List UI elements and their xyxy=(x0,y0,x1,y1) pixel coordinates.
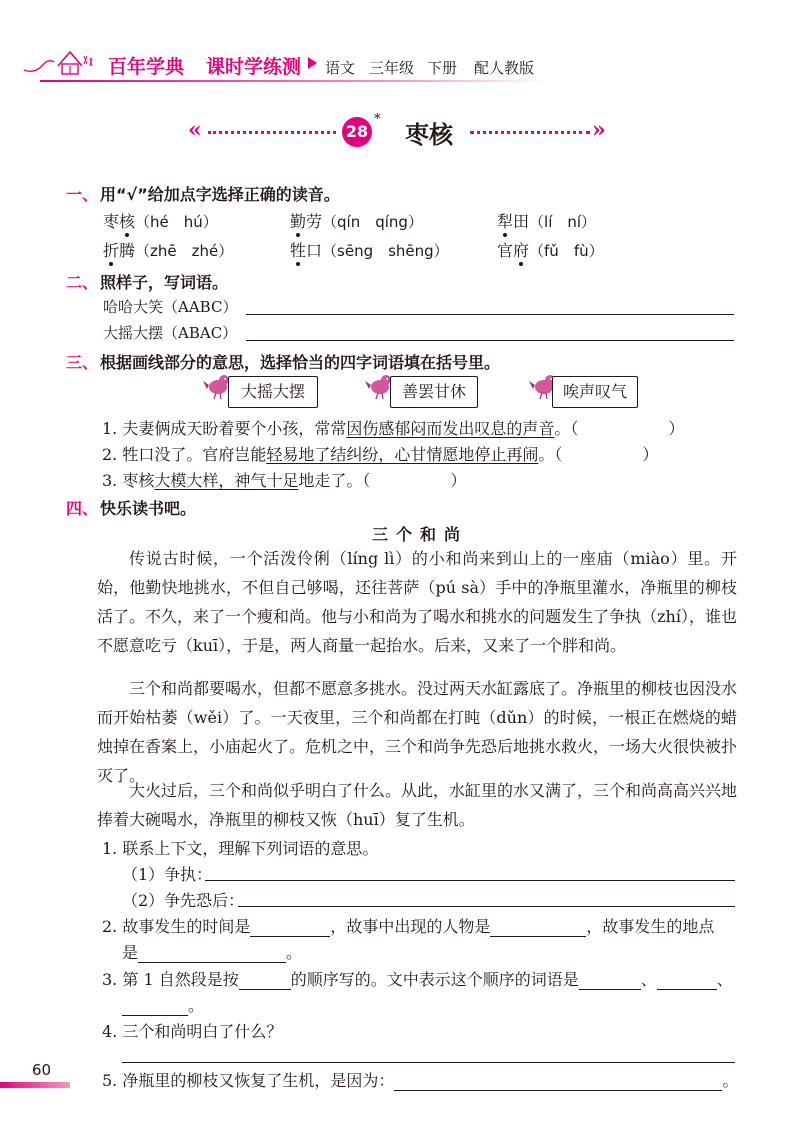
answer-blank[interactable] xyxy=(250,918,330,937)
page-number-bar xyxy=(0,1082,70,1088)
answer-line[interactable] xyxy=(246,340,734,341)
question-text: 。（ xyxy=(538,445,563,464)
pinyin-word: 勤劳 xyxy=(290,212,323,231)
question-4-4: 4. 三个和尚明白了什么？ xyxy=(102,1022,283,1041)
answer-blank[interactable] xyxy=(657,971,717,990)
answer-line[interactable] xyxy=(246,314,734,315)
left-dotted-rule xyxy=(208,131,336,134)
word-choice-box xyxy=(390,376,478,408)
pinyin-item xyxy=(497,238,604,261)
section-3-number: 三、 xyxy=(66,353,99,372)
story-paragraph: 传说古时候，一个活泼伶俐（líng lì）的小和尚来到山上的一座庙（miào）里。开始，他勤快地挑水，不但自己够喝，还往菩萨（pú sà）手中的净瓶里灌水，净瓶里的柳枝活了。不久，来了一个瘦和尚。他与小和尚为了喝水和挑水的问题发生了争执（zhí），谁也不愿意吃亏（kuī），于是，两人商量一起抬水。后来，又来了一个胖和尚。 xyxy=(97,549,737,655)
answer-blank[interactable] xyxy=(122,997,188,1016)
pinyin-options: （zhē zhé） xyxy=(135,242,234,260)
arrow-icon xyxy=(308,57,317,69)
section-4-number: 四、 xyxy=(66,499,99,518)
lesson-title: 枣核 xyxy=(405,121,453,149)
house-logo-icon xyxy=(20,44,100,78)
question-3-3 xyxy=(102,468,466,491)
underlined-phrase: 因伤感郁闷而发出叹息的声音 xyxy=(346,419,555,438)
word-pattern-label: 哈哈大笑（AABC） xyxy=(103,298,238,316)
question-4-1b: （2）争先恐后： xyxy=(122,891,245,910)
word-choice-box xyxy=(552,376,638,408)
section-2-number: 二、 xyxy=(66,273,99,292)
story-title: 三个和尚 xyxy=(372,525,469,544)
question-4-3-cont xyxy=(122,993,204,1016)
word-choice-label: 大摇大摆 xyxy=(240,382,305,401)
question-4-3 xyxy=(102,967,733,990)
pinyin-item xyxy=(103,209,218,232)
series-name: 课时学练测 xyxy=(206,56,302,78)
pinyin-word: 牲口 xyxy=(290,241,323,260)
right-chevron-icon: » xyxy=(592,117,600,143)
question-text: ，故事发生的地点 xyxy=(586,917,715,936)
story-paragraph: 大火过后，三个和尚似乎明白了什么。从此，水缸里的水又满了，三个和尚高高兴兴地捧着大碗喝水，净瓶里的柳枝又恢（huī）复了生机。 xyxy=(97,781,738,829)
pinyin-options: （lí ní） xyxy=(529,213,597,231)
answer-blank[interactable] xyxy=(239,971,291,990)
lesson-number-badge xyxy=(342,117,372,147)
pinyin-options: （sēng shēng） xyxy=(322,242,449,260)
question-text: 。（ xyxy=(554,419,579,438)
close-paren: ） xyxy=(642,445,659,464)
close-paren: ） xyxy=(668,419,685,438)
word-choice-label: 唉声叹气 xyxy=(562,382,627,401)
answer-blank[interactable] xyxy=(394,1072,722,1091)
edition-label: 配人教版 xyxy=(474,59,535,77)
section-4-title: 快乐读书吧。 xyxy=(100,499,197,518)
question-3-1 xyxy=(102,416,684,439)
question-text: 的顺序写的。文中表示这个顺序的词语是 xyxy=(290,970,579,989)
section-3-title: 根据画线部分的意思，选择恰当的四字词语填在括号里。 xyxy=(100,353,501,372)
section-1-title: 用“√”给加点字选择正确的读音。 xyxy=(100,185,340,204)
question-4-2 xyxy=(102,914,714,937)
grade-label: 三年级 xyxy=(369,59,415,77)
right-dotted-rule xyxy=(470,131,590,134)
question-text: 3. 第 1 自然段是按 xyxy=(102,970,239,989)
close-paren: ） xyxy=(450,471,467,490)
pinyin-word: 官府 xyxy=(497,241,530,260)
question-text: 地走了。（ xyxy=(298,471,371,490)
pinyin-item xyxy=(497,209,596,232)
section-1-number: 一、 xyxy=(66,185,99,204)
pinyin-options: （fǔ fù） xyxy=(529,242,604,260)
underlined-phrase: 大模大样，神气十足 xyxy=(154,471,299,490)
question-4-5 xyxy=(102,1068,738,1091)
answer-line[interactable] xyxy=(122,1062,735,1063)
underlined-phrase: 轻易地了结纠纷，心甘情愿地停止再闹 xyxy=(266,445,539,464)
brand-name: 百年学典 xyxy=(108,56,185,78)
question-text: 。 xyxy=(286,943,303,962)
pinyin-item xyxy=(290,238,449,261)
pinyin-word: 折腾 xyxy=(103,241,136,260)
question-text: 3. 枣核 xyxy=(102,471,155,490)
word-pattern-label: 大摇大摆（ABAC） xyxy=(103,324,238,342)
question-text: 是 xyxy=(122,943,139,962)
question-text: 1. 夫妻俩成天盼着要个小孩，常常 xyxy=(102,419,347,438)
word-choice-label: 善罢甘休 xyxy=(401,382,466,401)
answer-blank[interactable] xyxy=(138,944,286,963)
pinyin-options: （qín qíng） xyxy=(322,213,423,231)
story-paragraph: 三个和尚都要喝水，但都不愿意多挑水。没过两天水缸露底了。净瓶里的柳枝也因没水而开始枯萎（wěi）了。一天夜里，三个和尚都在打盹（dǔn）的时候，一根正在燃烧的蜡烛掉在香案上，小庙起火了。危机之中，三个和尚争先恐后地挑水救火，一场大火很快被扑灭了。 xyxy=(97,679,738,785)
page-number: 60 xyxy=(32,1061,52,1079)
question-text: 。 xyxy=(722,1071,739,1090)
lesson-number: 28 xyxy=(345,122,369,141)
word-choice-box xyxy=(228,376,318,408)
pinyin-options: （hé hú） xyxy=(135,213,218,231)
answer-blank[interactable] xyxy=(490,918,586,937)
question-text: 2. 牲口没了。官府岂能 xyxy=(102,445,267,464)
pinyin-item xyxy=(290,209,423,232)
answer-line[interactable] xyxy=(205,880,735,881)
pinyin-word: 犁田 xyxy=(497,212,530,231)
question-4-1: 1. 联系上下文，理解下列词语的意思。 xyxy=(102,839,379,858)
answer-blank[interactable] xyxy=(579,971,641,990)
subject-label: 语文 xyxy=(325,59,356,77)
question-4-2-cont xyxy=(122,940,302,963)
question-text: 。 xyxy=(188,996,205,1015)
question-4-1a: （1）争执： xyxy=(122,865,213,884)
header-rule xyxy=(40,80,550,82)
question-3-2 xyxy=(102,442,658,465)
left-chevron-icon: « xyxy=(188,117,196,143)
separator: 、 xyxy=(716,970,733,989)
section-2-title: 照样子，写词语。 xyxy=(100,273,229,292)
question-text: ，故事中出现的人物是 xyxy=(330,917,491,936)
pinyin-word: 枣核 xyxy=(103,212,136,231)
lesson-mark: * xyxy=(374,112,381,127)
question-text: 5. 净瓶里的柳枝又恢复了生机，是因为： xyxy=(102,1071,395,1090)
answer-line[interactable] xyxy=(238,906,735,907)
pinyin-item xyxy=(103,238,233,261)
question-text: 2. 故事发生的时间是 xyxy=(102,917,251,936)
separator: 、 xyxy=(640,970,657,989)
volume-label: 下册 xyxy=(427,59,458,77)
